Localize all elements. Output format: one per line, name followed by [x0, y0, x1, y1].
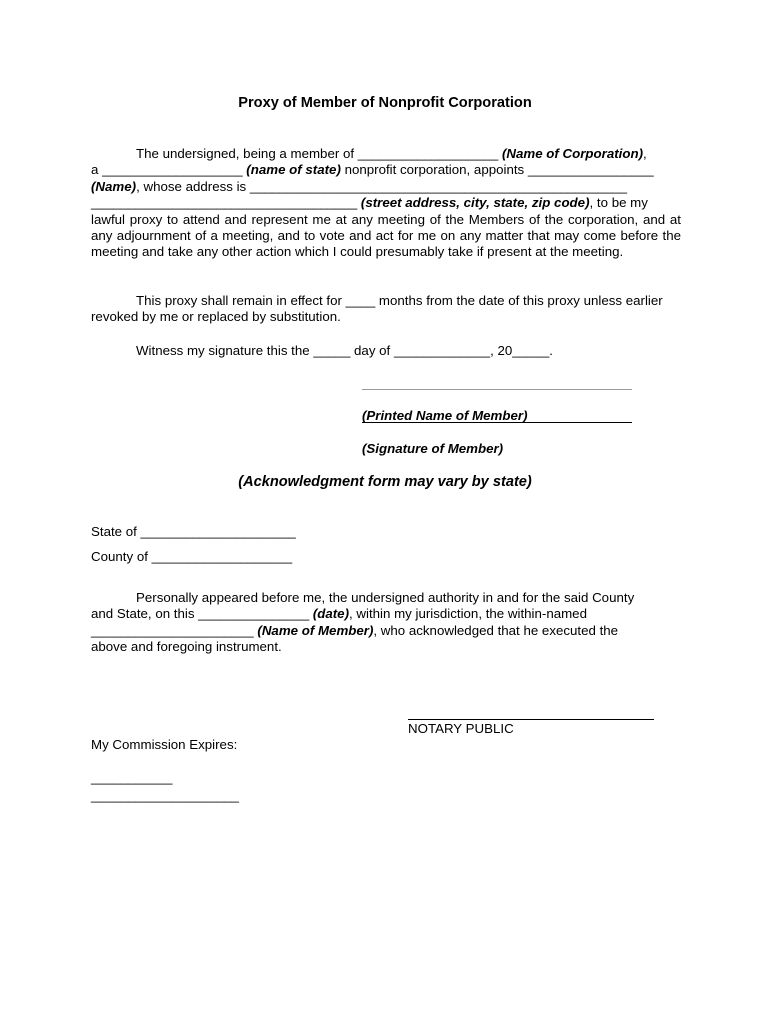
- county-line: County of ___________________: [91, 549, 293, 564]
- text: , whose address is ___________________________________________________: [136, 178, 628, 194]
- appointment-body: lawful proxy to attend and represent me at any meeting of the Members of the corporation, and at any adjournment of a meeting, and to vote and act for me on any matter that may come before the meeting and take any other action which I could presumably take if present at the meeting.: [91, 211, 681, 260]
- text: The undersigned, being a member of ___________________: [136, 146, 502, 161]
- text: ,: [643, 146, 647, 161]
- acknowledgment-line-3: [91, 623, 681, 639]
- appointment-line-3: [91, 179, 681, 195]
- duration-paragraph-text: [91, 293, 681, 326]
- acknowledgment-line-4: above and foregoing instrument.: [91, 639, 282, 655]
- acknowledgment-line-1: Personally appeared before me, the undersigned authority in and for the said County: [136, 590, 635, 605]
- text: a ___________________: [91, 162, 247, 178]
- signature-line: [362, 422, 632, 423]
- text: ____________________________________: [91, 195, 361, 211]
- printed-name-label: (Printed Name of Member): [362, 408, 528, 423]
- appointment-line-1: [91, 146, 681, 162]
- state-line: State of _____________________: [91, 524, 296, 539]
- witness-paragraph: [91, 343, 681, 359]
- appointment-line-4: [91, 195, 681, 211]
- text: , who acknowledged that he executed the: [373, 622, 619, 638]
- text: ______________________: [91, 622, 258, 638]
- commission-label: My Commission Expires:: [91, 737, 238, 752]
- acknowledgment-note: (Acknowledgment form may vary by state): [238, 474, 532, 490]
- member-name-hint: (Name of Member): [257, 622, 374, 638]
- document-title: Proxy of Member of Nonprofit Corporation: [238, 95, 532, 111]
- appointment-paragraph: [91, 146, 681, 261]
- notary-signature-line: [408, 719, 654, 720]
- text: , to be my: [589, 195, 648, 211]
- appointment-line-2: [91, 162, 681, 178]
- commission-line-2: ____________________: [91, 788, 239, 803]
- corporation-name-hint: (Name of Corporation): [501, 146, 644, 161]
- acknowledgment-paragraph: [91, 590, 681, 656]
- proxy-name-hint: (Name): [91, 178, 137, 194]
- duration-text: This proxy shall remain in effect for ____ months from the date of this proxy unless earlier revoked by me or replaced by substitution.: [91, 293, 663, 325]
- signature-label: (Signature of Member): [362, 441, 504, 456]
- commission-line-1: ___________: [91, 770, 173, 785]
- acknowledgment-line-2: [91, 606, 681, 622]
- printed-name-line: [362, 389, 632, 390]
- state-name-hint: (name of state): [246, 162, 341, 178]
- text: and State, on this _______________: [91, 606, 313, 622]
- date-hint: (date): [312, 606, 350, 622]
- text: nonprofit corporation, appoints _________________: [340, 162, 654, 178]
- witness-text: Witness my signature this the _____ day of _____________, 20_____.: [136, 343, 553, 358]
- address-hint: (street address, city, state, zip code): [360, 195, 590, 211]
- text: , within my jurisdiction, the within-named: [349, 606, 587, 622]
- notary-label: NOTARY PUBLIC: [408, 721, 514, 736]
